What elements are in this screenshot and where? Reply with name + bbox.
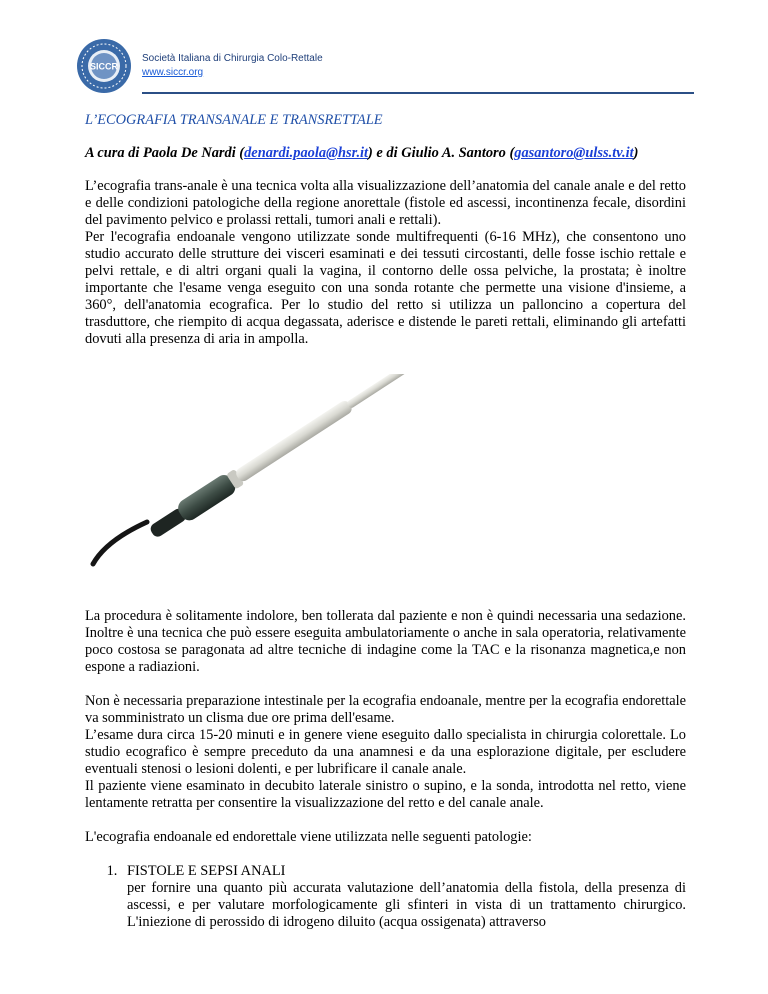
ultrasound-probe-image [85,374,686,584]
page-header [76,38,694,96]
intro-paragraph-2: Per l'ecografia endoanale vengono utilizzate sonde multifrequenti (6-16 MHz), che consentono uno studio accurato delle strutture dei visceri esaminati e dei tessuti circostanti, delle fosse ischio rettale e pelvi rettale, e di altri organi quali la vagina, il contorno delle ossa pelviche, la prostata; è inoltre importante che l'esame venga eseguito con una sonda rotante che permette una visione d'insieme, a 360°, dell'anatomia ecografica. Per lo studio del retto si utilizza un palloncino a copertura del trasduttore, che riempito di acqua degassata, aderisce e distende le pareti rettali, eliminando gli artefatti dovuti alla presenza di aria in ampolla. [85,229,686,347]
pathology-list [85,863,686,931]
procedure-paragraph-1: La procedura è solitamente indolore, ben tollerata dal paziente e non è quindi necessaria una sedazione. Inoltre è una tecnica che può essere eseguita ambulatoriamente o anche in sala operatoria, relativamente poco costosa se paragonata ad altre tecniche di indagine come la TAC e la risonanza magnetica,e non espone a radiazioni. [85,608,686,675]
list-item-text: per fornire una quanto più accurata valutazione dell’anatomia della fistola, della presenza di ascessi, e per valutare morfologicamente gli sfinteri in vista di un trattamento chirurgico. L'iniezione di perossido di idrogeno diluito (acqua ossigenata) attraverso [127,880,686,930]
ultrasound-probe-figure [85,374,686,584]
list-item [121,863,686,931]
byline-middle: ) e di Giulio A. Santoro ( [368,145,515,161]
byline-prefix: A cura di Paola De Nardi ( [85,145,245,161]
document-body [85,112,686,931]
byline-suffix: ) [633,145,639,161]
intro-paragraph-1: L’ecografia trans-anale è una tecnica volta alla visualizzazione dell’anatomia del canale anale e del retto e delle condizioni patologiche della regione anorettale (fistole ed ascessi, incontinenza fecale, disordini del pavimento pelvico e prolassi rettali, tumori anali e rettali). [85,178,686,228]
procedure-paragraph-4: Il paziente viene esaminato in decubito laterale sinistro o supino, e la sonda, introdotta nel retto, viene lentamente retratta per consentire la visualizzazione del retto e del canale anale. [85,778,686,811]
org-name: Società Italiana di Chirurgia Colo-Rettale [142,53,323,64]
header-divider [142,92,694,94]
header-text [142,52,323,80]
procedure-paragraph-5: L'ecografia endoanale ed endorettale viene utilizzata nelle seguenti patologie: [85,829,532,845]
email-link-denardi[interactable]: denardi.paola@hsr.it [244,145,369,161]
siccr-logo [76,38,132,94]
byline [85,145,686,162]
logo-text: SICCR [89,61,119,72]
page-title: L’ECOGRAFIA TRANSANALE E TRANSRETTALE [85,112,383,128]
list-item-title: FISTOLE E SEPSI ANALI [127,863,286,879]
procedure-paragraph-3: L’esame dura circa 15-20 minuti e in genere viene eseguito dallo specialista in chirurgia colorettale. Lo studio ecografico è sempre preceduto da una anamnesi e da una esplorazione digitale, per escludere eventuali stenosi o lesioni dolenti, e per lubrificare il canale anale. [85,727,686,777]
email-link-santoro[interactable]: gasantoro@ulss.tv.it [514,145,634,161]
org-url-link[interactable]: www.siccr.org [142,67,204,78]
procedure-paragraph-2: Non è necessaria preparazione intestinale per la ecografia endoanale, mentre per la ecografia endorettale va somministrato un clisma due ore prima dell'esame. [85,693,686,726]
